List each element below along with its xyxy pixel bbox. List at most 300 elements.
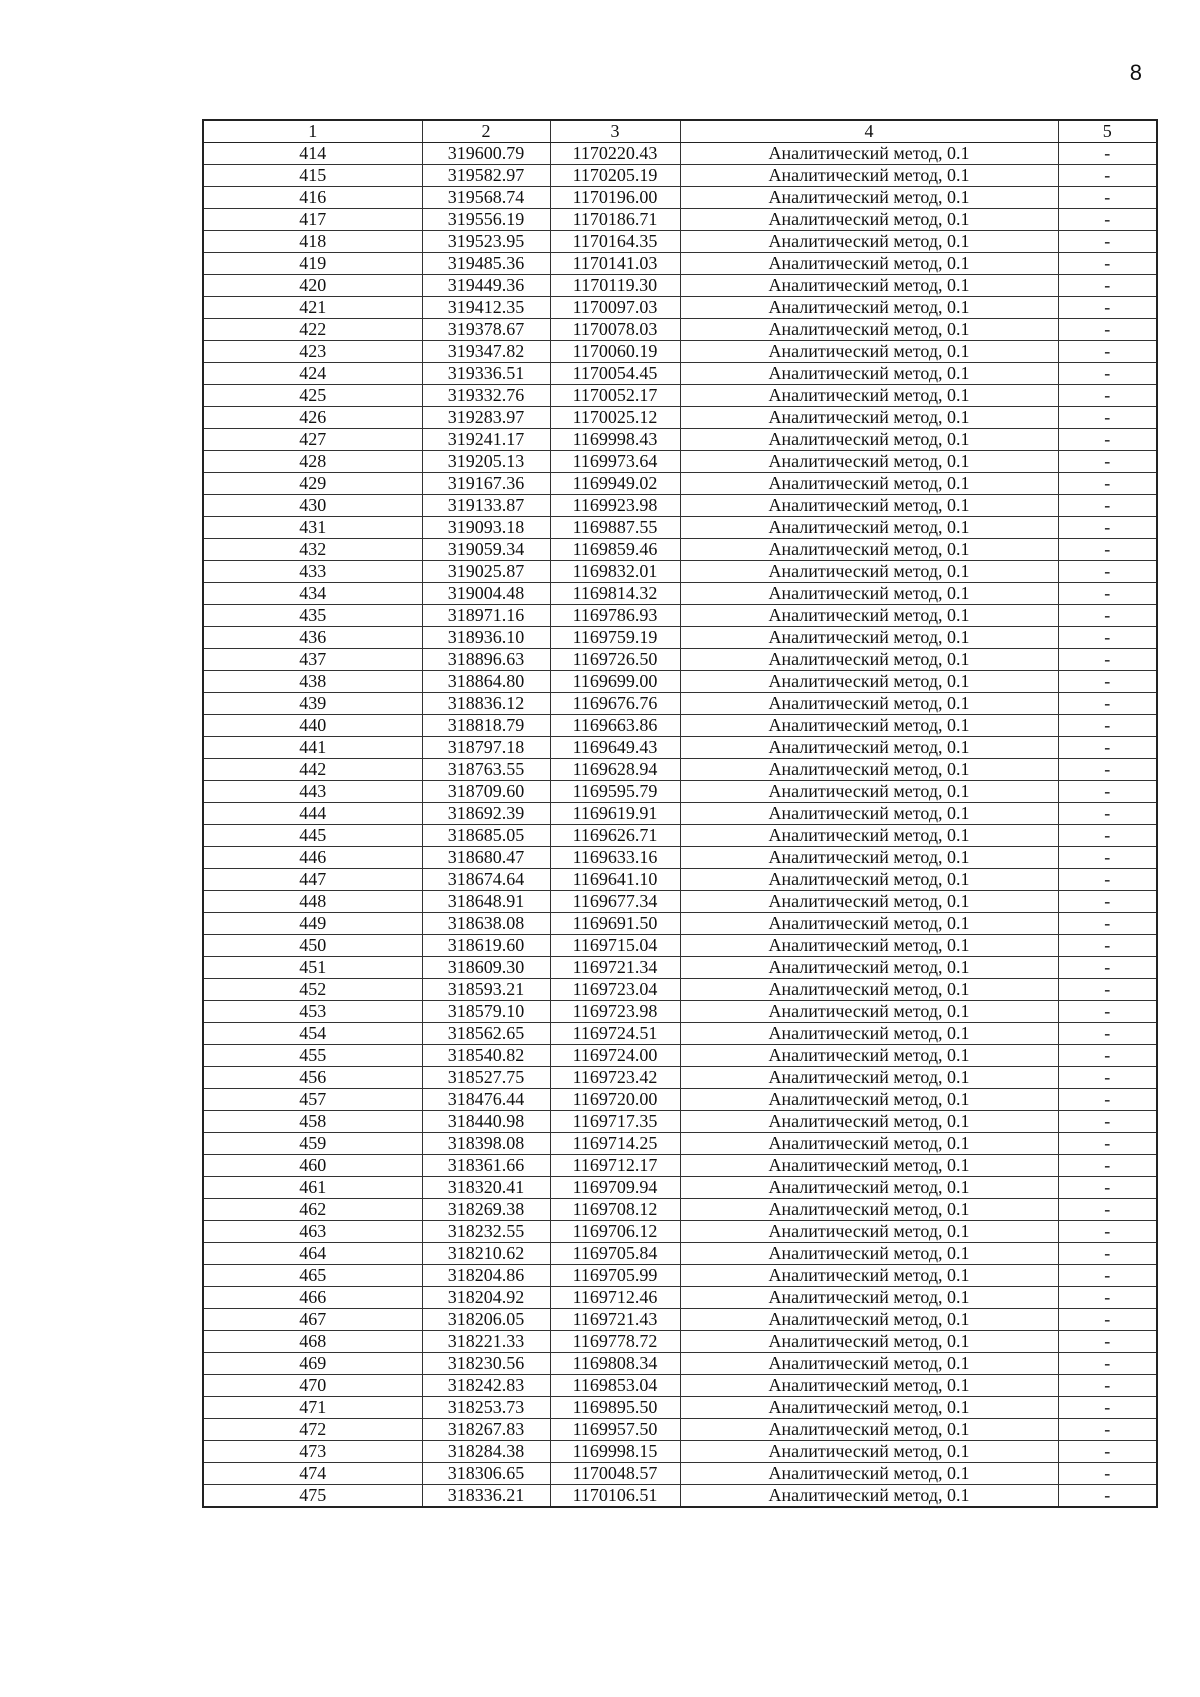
cell-point-number: 441 [203, 737, 422, 759]
cell-coord-y: 1169786.93 [550, 605, 680, 627]
cell-coord-x: 319485.36 [422, 253, 550, 275]
table-row [203, 1419, 1157, 1441]
cell-point-number: 449 [203, 913, 422, 935]
cell-method-accuracy: Аналитический метод, 0.1 [680, 1331, 1058, 1353]
cell-note: - [1058, 627, 1157, 649]
cell-method-accuracy: Аналитический метод, 0.1 [680, 385, 1058, 407]
table-row [203, 385, 1157, 407]
table-row [203, 1221, 1157, 1243]
cell-point-number: 436 [203, 627, 422, 649]
cell-coord-y: 1169712.46 [550, 1287, 680, 1309]
cell-method-accuracy: Аналитический метод, 0.1 [680, 1177, 1058, 1199]
table-row [203, 1089, 1157, 1111]
table-row [203, 913, 1157, 935]
cell-method-accuracy: Аналитический метод, 0.1 [680, 1485, 1058, 1508]
cell-point-number: 446 [203, 847, 422, 869]
cell-note: - [1058, 1089, 1157, 1111]
cell-method-accuracy: Аналитический метод, 0.1 [680, 693, 1058, 715]
cell-note: - [1058, 1441, 1157, 1463]
cell-coord-x: 319336.51 [422, 363, 550, 385]
cell-note: - [1058, 385, 1157, 407]
cell-coord-y: 1170054.45 [550, 363, 680, 385]
table-row [203, 957, 1157, 979]
cell-point-number: 469 [203, 1353, 422, 1375]
cell-note: - [1058, 1111, 1157, 1133]
table-row [203, 1441, 1157, 1463]
cell-coord-x: 318204.92 [422, 1287, 550, 1309]
cell-note: - [1058, 1353, 1157, 1375]
cell-method-accuracy: Аналитический метод, 0.1 [680, 913, 1058, 935]
cell-coord-x: 318579.10 [422, 1001, 550, 1023]
cell-point-number: 453 [203, 1001, 422, 1023]
cell-method-accuracy: Аналитический метод, 0.1 [680, 253, 1058, 275]
cell-method-accuracy: Аналитический метод, 0.1 [680, 583, 1058, 605]
cell-coord-y: 1170186.71 [550, 209, 680, 231]
table-row [203, 1397, 1157, 1419]
cell-coord-y: 1169721.34 [550, 957, 680, 979]
cell-coord-x: 318242.83 [422, 1375, 550, 1397]
table-row [203, 605, 1157, 627]
cell-point-number: 428 [203, 451, 422, 473]
cell-method-accuracy: Аналитический метод, 0.1 [680, 1309, 1058, 1331]
cell-note: - [1058, 605, 1157, 627]
cell-coord-y: 1170164.35 [550, 231, 680, 253]
table-row [203, 627, 1157, 649]
table-row [203, 1023, 1157, 1045]
cell-point-number: 443 [203, 781, 422, 803]
cell-point-number: 457 [203, 1089, 422, 1111]
table-row [203, 143, 1157, 165]
cell-point-number: 470 [203, 1375, 422, 1397]
header-col-1: 1 [203, 120, 422, 143]
cell-coord-x: 319449.36 [422, 275, 550, 297]
cell-note: - [1058, 715, 1157, 737]
cell-point-number: 426 [203, 407, 422, 429]
cell-note: - [1058, 451, 1157, 473]
cell-coord-y: 1170078.03 [550, 319, 680, 341]
cell-point-number: 473 [203, 1441, 422, 1463]
cell-coord-y: 1169717.35 [550, 1111, 680, 1133]
cell-point-number: 418 [203, 231, 422, 253]
table-row [203, 1265, 1157, 1287]
cell-method-accuracy: Аналитический метод, 0.1 [680, 1067, 1058, 1089]
cell-method-accuracy: Аналитический метод, 0.1 [680, 759, 1058, 781]
cell-coord-x: 318648.91 [422, 891, 550, 913]
table-row [203, 1199, 1157, 1221]
cell-method-accuracy: Аналитический метод, 0.1 [680, 1353, 1058, 1375]
cell-method-accuracy: Аналитический метод, 0.1 [680, 363, 1058, 385]
cell-point-number: 423 [203, 341, 422, 363]
cell-method-accuracy: Аналитический метод, 0.1 [680, 1023, 1058, 1045]
cell-note: - [1058, 583, 1157, 605]
table-row [203, 495, 1157, 517]
cell-point-number: 465 [203, 1265, 422, 1287]
cell-coord-y: 1169895.50 [550, 1397, 680, 1419]
cell-method-accuracy: Аналитический метод, 0.1 [680, 1155, 1058, 1177]
table-row [203, 451, 1157, 473]
table-row [203, 341, 1157, 363]
cell-coord-x: 318692.39 [422, 803, 550, 825]
cell-note: - [1058, 165, 1157, 187]
cell-note: - [1058, 649, 1157, 671]
cell-point-number: 459 [203, 1133, 422, 1155]
cell-coord-y: 1170052.17 [550, 385, 680, 407]
cell-coord-y: 1170106.51 [550, 1485, 680, 1508]
cell-method-accuracy: Аналитический метод, 0.1 [680, 165, 1058, 187]
cell-coord-x: 318320.41 [422, 1177, 550, 1199]
cell-method-accuracy: Аналитический метод, 0.1 [680, 825, 1058, 847]
cell-method-accuracy: Аналитический метод, 0.1 [680, 979, 1058, 1001]
cell-method-accuracy: Аналитический метод, 0.1 [680, 737, 1058, 759]
cell-point-number: 416 [203, 187, 422, 209]
cell-method-accuracy: Аналитический метод, 0.1 [680, 1397, 1058, 1419]
cell-point-number: 454 [203, 1023, 422, 1045]
cell-coord-y: 1170141.03 [550, 253, 680, 275]
cell-point-number: 414 [203, 143, 422, 165]
cell-coord-y: 1169628.94 [550, 759, 680, 781]
cell-coord-y: 1169677.34 [550, 891, 680, 913]
cell-note: - [1058, 517, 1157, 539]
cell-note: - [1058, 1265, 1157, 1287]
cell-coord-x: 319093.18 [422, 517, 550, 539]
cell-coord-x: 318680.47 [422, 847, 550, 869]
cell-method-accuracy: Аналитический метод, 0.1 [680, 627, 1058, 649]
cell-note: - [1058, 1001, 1157, 1023]
table-row [203, 253, 1157, 275]
cell-point-number: 429 [203, 473, 422, 495]
cell-point-number: 462 [203, 1199, 422, 1221]
table-row [203, 319, 1157, 341]
cell-point-number: 424 [203, 363, 422, 385]
cell-note: - [1058, 1023, 1157, 1045]
cell-note: - [1058, 429, 1157, 451]
table-row [203, 935, 1157, 957]
cell-coord-y: 1170119.30 [550, 275, 680, 297]
cell-point-number: 447 [203, 869, 422, 891]
cell-point-number: 421 [203, 297, 422, 319]
cell-coord-y: 1169808.34 [550, 1353, 680, 1375]
cell-method-accuracy: Аналитический метод, 0.1 [680, 781, 1058, 803]
cell-note: - [1058, 891, 1157, 913]
cell-coord-x: 318269.38 [422, 1199, 550, 1221]
cell-point-number: 472 [203, 1419, 422, 1441]
cell-note: - [1058, 209, 1157, 231]
cell-coord-x: 318267.83 [422, 1419, 550, 1441]
cell-coord-y: 1169714.25 [550, 1133, 680, 1155]
cell-coord-y: 1169633.16 [550, 847, 680, 869]
cell-coord-x: 319059.34 [422, 539, 550, 561]
cell-coord-x: 318562.65 [422, 1023, 550, 1045]
table-header [203, 120, 1157, 143]
cell-coord-y: 1169708.12 [550, 1199, 680, 1221]
cell-note: - [1058, 693, 1157, 715]
cell-coord-y: 1169721.43 [550, 1309, 680, 1331]
cell-method-accuracy: Аналитический метод, 0.1 [680, 1001, 1058, 1023]
table-row [203, 583, 1157, 605]
cell-coord-y: 1169649.43 [550, 737, 680, 759]
cell-coord-y: 1170220.43 [550, 143, 680, 165]
cell-coord-x: 318398.08 [422, 1133, 550, 1155]
cell-note: - [1058, 759, 1157, 781]
page-number: 8 [1129, 60, 1142, 85]
table-body [203, 143, 1157, 1508]
cell-coord-x: 318476.44 [422, 1089, 550, 1111]
cell-coord-x: 318971.16 [422, 605, 550, 627]
cell-coord-x: 319523.95 [422, 231, 550, 253]
cell-point-number: 432 [203, 539, 422, 561]
table-row [203, 759, 1157, 781]
cell-coord-y: 1170205.19 [550, 165, 680, 187]
header-col-4: 4 [680, 120, 1058, 143]
cell-point-number: 420 [203, 275, 422, 297]
cell-coord-y: 1169641.10 [550, 869, 680, 891]
table-row [203, 671, 1157, 693]
cell-point-number: 435 [203, 605, 422, 627]
table-row [203, 1353, 1157, 1375]
cell-point-number: 444 [203, 803, 422, 825]
cell-coord-x: 318230.56 [422, 1353, 550, 1375]
table-row [203, 1067, 1157, 1089]
cell-coord-x: 319412.35 [422, 297, 550, 319]
cell-coord-x: 318609.30 [422, 957, 550, 979]
cell-point-number: 434 [203, 583, 422, 605]
cell-coord-y: 1169712.17 [550, 1155, 680, 1177]
cell-point-number: 417 [203, 209, 422, 231]
cell-note: - [1058, 561, 1157, 583]
table-row [203, 1111, 1157, 1133]
cell-coord-x: 318210.62 [422, 1243, 550, 1265]
cell-coord-y: 1169709.94 [550, 1177, 680, 1199]
cell-method-accuracy: Аналитический метод, 0.1 [680, 297, 1058, 319]
cell-method-accuracy: Аналитический метод, 0.1 [680, 539, 1058, 561]
cell-coord-x: 319568.74 [422, 187, 550, 209]
cell-point-number: 422 [203, 319, 422, 341]
cell-coord-x: 319600.79 [422, 143, 550, 165]
cell-coord-y: 1169706.12 [550, 1221, 680, 1243]
cell-point-number: 458 [203, 1111, 422, 1133]
table-row [203, 1331, 1157, 1353]
table-row [203, 737, 1157, 759]
cell-point-number: 430 [203, 495, 422, 517]
cell-method-accuracy: Аналитический метод, 0.1 [680, 715, 1058, 737]
cell-coord-x: 318540.82 [422, 1045, 550, 1067]
cell-coord-x: 319025.87 [422, 561, 550, 583]
cell-method-accuracy: Аналитический метод, 0.1 [680, 495, 1058, 517]
cell-method-accuracy: Аналитический метод, 0.1 [680, 143, 1058, 165]
cell-coord-y: 1169723.98 [550, 1001, 680, 1023]
cell-coord-x: 319205.13 [422, 451, 550, 473]
cell-point-number: 440 [203, 715, 422, 737]
cell-coord-x: 319332.76 [422, 385, 550, 407]
table-row [203, 1045, 1157, 1067]
cell-coord-y: 1170048.57 [550, 1463, 680, 1485]
cell-note: - [1058, 1287, 1157, 1309]
cell-point-number: 468 [203, 1331, 422, 1353]
cell-note: - [1058, 1045, 1157, 1067]
cell-point-number: 471 [203, 1397, 422, 1419]
table-row [203, 165, 1157, 187]
cell-coord-y: 1169626.71 [550, 825, 680, 847]
cell-note: - [1058, 187, 1157, 209]
cell-coord-x: 319556.19 [422, 209, 550, 231]
cell-note: - [1058, 1485, 1157, 1508]
table-row [203, 825, 1157, 847]
cell-point-number: 466 [203, 1287, 422, 1309]
cell-note: - [1058, 781, 1157, 803]
table-row [203, 539, 1157, 561]
table-row [203, 187, 1157, 209]
cell-note: - [1058, 1243, 1157, 1265]
table-row [203, 1001, 1157, 1023]
table-row [203, 297, 1157, 319]
table-row [203, 1177, 1157, 1199]
cell-point-number: 433 [203, 561, 422, 583]
cell-point-number: 431 [203, 517, 422, 539]
cell-coord-x: 318593.21 [422, 979, 550, 1001]
cell-coord-y: 1169724.51 [550, 1023, 680, 1045]
cell-coord-y: 1169887.55 [550, 517, 680, 539]
cell-coord-y: 1169691.50 [550, 913, 680, 935]
cell-coord-y: 1169923.98 [550, 495, 680, 517]
cell-coord-y: 1169595.79 [550, 781, 680, 803]
cell-point-number: 448 [203, 891, 422, 913]
table-row [203, 715, 1157, 737]
cell-coord-x: 319283.97 [422, 407, 550, 429]
cell-note: - [1058, 935, 1157, 957]
cell-note: - [1058, 275, 1157, 297]
cell-method-accuracy: Аналитический метод, 0.1 [680, 231, 1058, 253]
table-row [203, 1155, 1157, 1177]
cell-coord-x: 318797.18 [422, 737, 550, 759]
cell-note: - [1058, 1397, 1157, 1419]
table-row [203, 1375, 1157, 1397]
cell-note: - [1058, 363, 1157, 385]
cell-note: - [1058, 539, 1157, 561]
cell-coord-y: 1169759.19 [550, 627, 680, 649]
cell-note: - [1058, 737, 1157, 759]
cell-note: - [1058, 825, 1157, 847]
cell-method-accuracy: Аналитический метод, 0.1 [680, 1199, 1058, 1221]
table-row [203, 847, 1157, 869]
cell-coord-x: 318440.98 [422, 1111, 550, 1133]
cell-coord-y: 1169724.00 [550, 1045, 680, 1067]
cell-coord-y: 1169723.42 [550, 1067, 680, 1089]
cell-coord-x: 318896.63 [422, 649, 550, 671]
header-col-5: 5 [1058, 120, 1157, 143]
cell-method-accuracy: Аналитический метод, 0.1 [680, 1441, 1058, 1463]
cell-note: - [1058, 407, 1157, 429]
table-row [203, 693, 1157, 715]
cell-note: - [1058, 979, 1157, 1001]
cell-coord-x: 318232.55 [422, 1221, 550, 1243]
cell-coord-x: 318638.08 [422, 913, 550, 935]
cell-method-accuracy: Аналитический метод, 0.1 [680, 1221, 1058, 1243]
cell-method-accuracy: Аналитический метод, 0.1 [680, 803, 1058, 825]
cell-coord-x: 318763.55 [422, 759, 550, 781]
cell-coord-x: 318527.75 [422, 1067, 550, 1089]
cell-coord-x: 319167.36 [422, 473, 550, 495]
table-row [203, 1463, 1157, 1485]
coordinates-table [202, 119, 1158, 1508]
cell-method-accuracy: Аналитический метод, 0.1 [680, 649, 1058, 671]
cell-point-number: 450 [203, 935, 422, 957]
cell-method-accuracy: Аналитический метод, 0.1 [680, 473, 1058, 495]
cell-coord-x: 318864.80 [422, 671, 550, 693]
cell-coord-y: 1169859.46 [550, 539, 680, 561]
cell-method-accuracy: Аналитический метод, 0.1 [680, 1287, 1058, 1309]
cell-coord-y: 1169715.04 [550, 935, 680, 957]
table-row [203, 891, 1157, 913]
cell-coord-y: 1170025.12 [550, 407, 680, 429]
cell-method-accuracy: Аналитический метод, 0.1 [680, 605, 1058, 627]
cell-coord-y: 1170097.03 [550, 297, 680, 319]
cell-note: - [1058, 1375, 1157, 1397]
cell-note: - [1058, 143, 1157, 165]
cell-method-accuracy: Аналитический метод, 0.1 [680, 187, 1058, 209]
cell-note: - [1058, 1067, 1157, 1089]
cell-note: - [1058, 803, 1157, 825]
cell-method-accuracy: Аналитический метод, 0.1 [680, 1419, 1058, 1441]
cell-point-number: 464 [203, 1243, 422, 1265]
table-row [203, 1287, 1157, 1309]
cell-point-number: 475 [203, 1485, 422, 1508]
cell-point-number: 460 [203, 1155, 422, 1177]
cell-coord-x: 318685.05 [422, 825, 550, 847]
cell-coord-y: 1169663.86 [550, 715, 680, 737]
cell-method-accuracy: Аналитический метод, 0.1 [680, 957, 1058, 979]
cell-coord-y: 1169720.00 [550, 1089, 680, 1111]
cell-method-accuracy: Аналитический метод, 0.1 [680, 1089, 1058, 1111]
table-row [203, 803, 1157, 825]
cell-method-accuracy: Аналитический метод, 0.1 [680, 935, 1058, 957]
cell-coord-x: 318936.10 [422, 627, 550, 649]
cell-note: - [1058, 869, 1157, 891]
cell-coord-x: 318306.65 [422, 1463, 550, 1485]
cell-point-number: 439 [203, 693, 422, 715]
cell-note: - [1058, 1221, 1157, 1243]
cell-point-number: 451 [203, 957, 422, 979]
cell-method-accuracy: Аналитический метод, 0.1 [680, 429, 1058, 451]
cell-coord-y: 1170060.19 [550, 341, 680, 363]
table-row [203, 561, 1157, 583]
cell-coord-y: 1169676.76 [550, 693, 680, 715]
cell-coord-x: 318619.60 [422, 935, 550, 957]
table-row [203, 209, 1157, 231]
table-row [203, 1309, 1157, 1331]
cell-method-accuracy: Аналитический метод, 0.1 [680, 1375, 1058, 1397]
cell-coord-x: 318204.86 [422, 1265, 550, 1287]
cell-note: - [1058, 847, 1157, 869]
cell-method-accuracy: Аналитический метод, 0.1 [680, 319, 1058, 341]
cell-point-number: 419 [203, 253, 422, 275]
cell-coord-x: 319347.82 [422, 341, 550, 363]
table-row [203, 231, 1157, 253]
cell-coord-y: 1170196.00 [550, 187, 680, 209]
cell-coord-y: 1169705.84 [550, 1243, 680, 1265]
cell-note: - [1058, 1177, 1157, 1199]
cell-coord-x: 318709.60 [422, 781, 550, 803]
cell-point-number: 455 [203, 1045, 422, 1067]
cell-method-accuracy: Аналитический метод, 0.1 [680, 891, 1058, 913]
table-row [203, 429, 1157, 451]
cell-point-number: 463 [203, 1221, 422, 1243]
cell-coord-y: 1169973.64 [550, 451, 680, 473]
cell-note: - [1058, 1331, 1157, 1353]
cell-coord-x: 318836.12 [422, 693, 550, 715]
header-row [203, 120, 1157, 143]
cell-note: - [1058, 1463, 1157, 1485]
cell-point-number: 427 [203, 429, 422, 451]
